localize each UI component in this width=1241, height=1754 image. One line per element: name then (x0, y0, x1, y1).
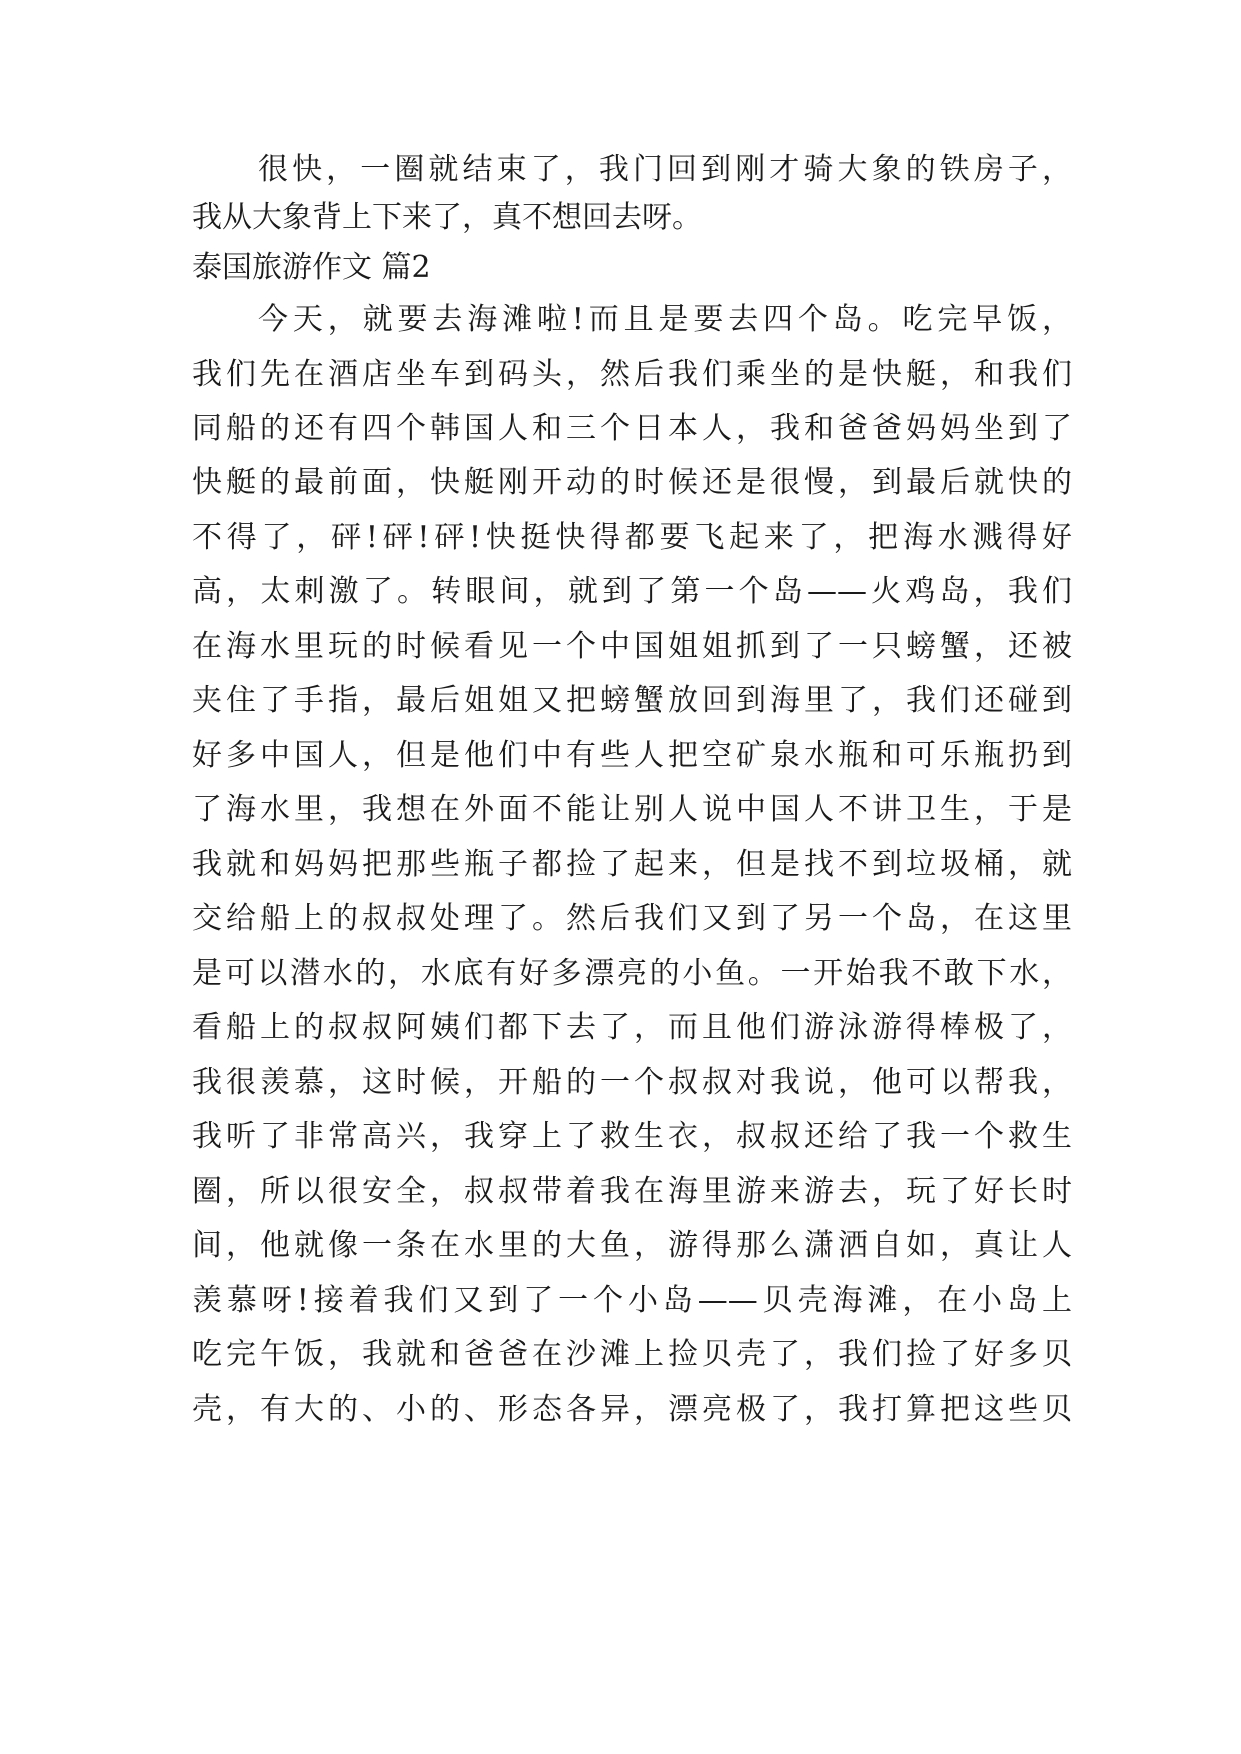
paragraph-2-line-6: 高，太刺激了。转眼间，就到了第一个岛——火鸡岛，我们 (192, 574, 1072, 609)
paragraph-2-line-20: 吃完午饭，我就和爸爸在沙滩上捡贝壳了，我们捡了好多贝 (192, 1337, 1072, 1372)
paragraph-2-line-2: 我们先在酒店坐车到码头，然后我们乘坐的是快艇，和我们 (192, 357, 1072, 392)
paragraph-2-line-9: 好多中国人，但是他们中有些人把空矿泉水瓶和可乐瓶扔到 (192, 738, 1072, 773)
paragraph-2-line-12: 交给船上的叔叔处理了。然后我们又到了另一个岛，在这里 (192, 901, 1072, 936)
paragraph-2-line-11: 我就和妈妈把那些瓶子都捡了起来，但是找不到垃圾桶，就 (192, 847, 1072, 882)
paragraph-2-line-17: 圈，所以很安全，叔叔带着我在海里游来游去，玩了好长时 (192, 1174, 1072, 1209)
paragraph-2-line-18: 间，他就像一条在水里的大鱼，游得那么潇洒自如，真让人 (192, 1228, 1072, 1263)
paragraph-2-line-19: 羡慕呀!接着我们又到了一个小岛——贝壳海滩，在小岛上 (192, 1283, 1072, 1318)
paragraph-2-line-4: 快艇的最前面，快艇刚开动的时候还是很慢，到最后就快的 (192, 465, 1072, 500)
paragraph-1-line-1: 很快，一圈就结束了，我门回到刚才骑大象的铁房子， (258, 152, 1072, 187)
paragraph-2-line-21: 壳，有大的、小的、形态各异，漂亮极了，我打算把这些贝 (192, 1392, 1072, 1427)
paragraph-2-line-5: 不得了，砰!砰!砰!快挺快得都要飞起来了，把海水溅得好 (192, 520, 1072, 555)
paragraph-2-line-1: 今天，就要去海滩啦!而且是要去四个岛。吃完早饭， (258, 302, 1072, 337)
paragraph-2-line-3: 同船的还有四个韩国人和三个日本人，我和爸爸妈妈坐到了 (192, 411, 1072, 446)
paragraph-2-line-7: 在海水里玩的时候看见一个中国姐姐抓到了一只螃蟹，还被 (192, 629, 1072, 664)
paragraph-1-line-2: 我从大象背上下来了，真不想回去呀。 (192, 200, 702, 235)
section-heading: 泰国旅游作文 篇2 (192, 250, 431, 285)
paragraph-2-line-16: 我听了非常高兴，我穿上了救生衣，叔叔还给了我一个救生 (192, 1119, 1072, 1154)
paragraph-2-line-13: 是可以潜水的，水底有好多漂亮的小鱼。一开始我不敢下水， (192, 956, 1072, 991)
paragraph-2-line-8: 夹住了手指，最后姐姐又把螃蟹放回到海里了，我们还碰到 (192, 683, 1072, 718)
paragraph-2-line-15: 我很羡慕，这时候，开船的一个叔叔对我说，他可以帮我， (192, 1065, 1072, 1100)
paragraph-2-line-10: 了海水里，我想在外面不能让别人说中国人不讲卫生，于是 (192, 792, 1072, 827)
paragraph-2-line-14: 看船上的叔叔阿姨们都下去了，而且他们游泳游得棒极了， (192, 1010, 1072, 1045)
